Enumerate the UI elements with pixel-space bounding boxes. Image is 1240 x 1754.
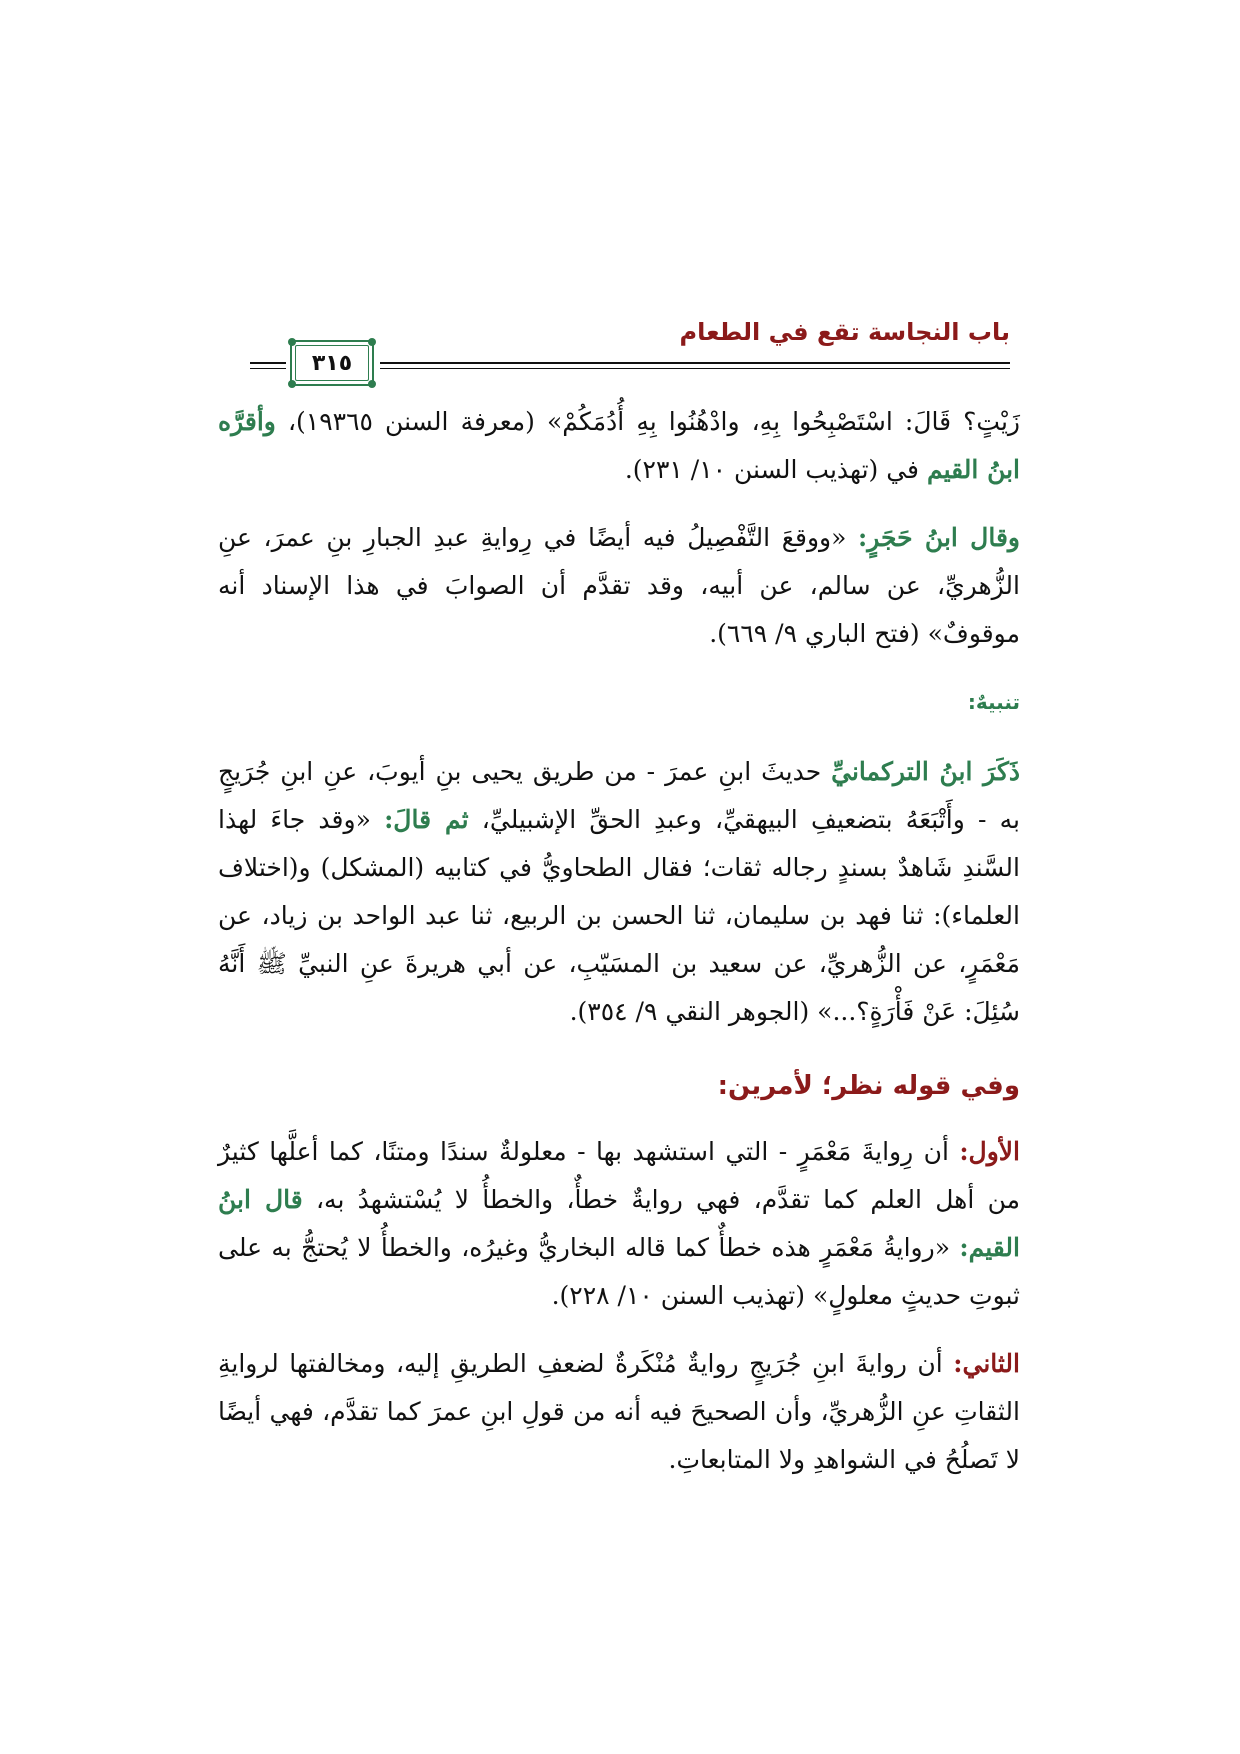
paragraph-text: «روايةُ مَعْمَرٍ هذه خطأٌ كما قاله البخاريُّ وغيرُه، والخطأُ لا يُحتجُّ به على ثبوتِ حديثٍ معلولٍ» (تهذيب السنن ١٠/ ٢٢٨). xyxy=(218,1233,1020,1310)
page-number-frame xyxy=(290,340,374,386)
frame-ornament-icon xyxy=(368,380,376,388)
note-heading: تنبيهٌ: xyxy=(967,690,1020,714)
paragraph-text: أن رِوايةَ مَعْمَرٍ - التي استشهد بها - معلولةٌ سندًا ومتنًا، كما أعلَّها كثيرٌ من أهل العلم كما تقدَّم، فهي روايةٌ خطأٌ، والخطأُ لا يُسْتشهدُ به، xyxy=(218,1137,1020,1214)
highlight-scholar: قال ابنُ القيم: xyxy=(218,1185,1020,1262)
frame-ornament-icon xyxy=(288,338,296,346)
header-rule-left-bottom xyxy=(250,368,286,369)
paragraph-2 xyxy=(218,514,1020,658)
frame-ornament-icon xyxy=(368,338,376,346)
paragraph-text: في (تهذيب السنن ١٠/ ٢٣١). xyxy=(624,455,927,484)
page-number: ٣١٥ xyxy=(311,350,353,376)
highlight-scholar: ذَكَرَ ابنُ التركمانيِّ xyxy=(831,757,1020,786)
paragraph-5 xyxy=(218,1340,1020,1484)
header-rule-top xyxy=(380,362,1010,364)
chapter-title: باب النجاسة تقع في الطعام xyxy=(679,318,1010,346)
paragraph-text: حديثَ ابنِ عمرَ - من طريق يحيى بنِ أيوبَ، عنِ ابنِ جُرَيجٍ به - وأَتْبَعَهُ بتضعيفِ البيهقيِّ، وعبدِ الحقِّ الإشبيليِّ، xyxy=(218,757,1020,834)
paragraph-text: «وقد جاءَ لهذا السَّندِ شَاهدٌ بسندٍ رجاله ثقات؛ فقال الطحاويُّ في كتابيه (المشكل) و(اختلاف العلماء): ثنا فهد بن سليمان، ثنا الحسن بن الربيع، ثنا عبد الواحد بن زياد، عن مَعْمَرٍ، عن الزُّهريِّ، عن سعيد بن المسَيّبِ، عن أبي هريرةَ عنِ النبيِّ ﷺ أَنَّهُ سُئِلَ: عَنْ فَأْرَةٍ؟...» (الجوهر النقي ٩/ ٣٥٤). xyxy=(218,805,1020,1026)
point-label: الثاني: xyxy=(953,1349,1020,1378)
point-label: الأول: xyxy=(959,1137,1020,1166)
frame-ornament-icon xyxy=(288,380,296,388)
section-heading: وفي قوله نظر؛ لأمرين: xyxy=(717,1071,1020,1101)
paragraph-4 xyxy=(218,1128,1020,1320)
paragraph-text: زَيْتٍ؟ قَالَ: اسْتَصْبِحُوا بِهِ، وادْهُنُوا بِهِ أُدُمَكُمْ» (معرفة السنن ١٩٣٦٥)، xyxy=(275,407,1020,436)
header-rule-left-top xyxy=(250,362,286,364)
page-body xyxy=(218,398,1020,1504)
paragraph-text: «ووقعَ التَّفْصِيلُ فيه أيضًا في رِوايةِ عبدِ الجبارِ بنِ عمرَ، عنِ الزُّهريِّ، عن سالم، عن أبيه، وقد تقدَّم أن الصوابَ في هذا الإسناد أنه موقوفٌ» (فتح الباري ٩/ ٦٦٩). xyxy=(218,523,1020,648)
highlight-scholar: وأقرَّه ابنُ القيم xyxy=(218,407,1020,484)
paragraph-1 xyxy=(218,398,1020,494)
header-rule-bottom xyxy=(380,368,1010,369)
highlight-scholar: وقال ابنُ حَجَرٍ: xyxy=(857,523,1020,552)
paragraph-text: أن روايةَ ابنِ جُرَيجٍ روايةٌ مُنْكَرةٌ لضعفِ الطريقِ إليه، ومخالفتها لروايةِ الثقاتِ عنِ الزُّهريِّ، وأن الصحيحَ فيه أنه من قولِ ابنِ عمرَ كما تقدَّم، فهي أيضًا لا تَصلُحُ في الشواهدِ ولا المتابعاتِ. xyxy=(218,1349,1020,1474)
highlight-phrase: ثم قالَ: xyxy=(384,805,469,834)
page-header xyxy=(250,310,1010,380)
paragraph-3 xyxy=(218,748,1020,1036)
